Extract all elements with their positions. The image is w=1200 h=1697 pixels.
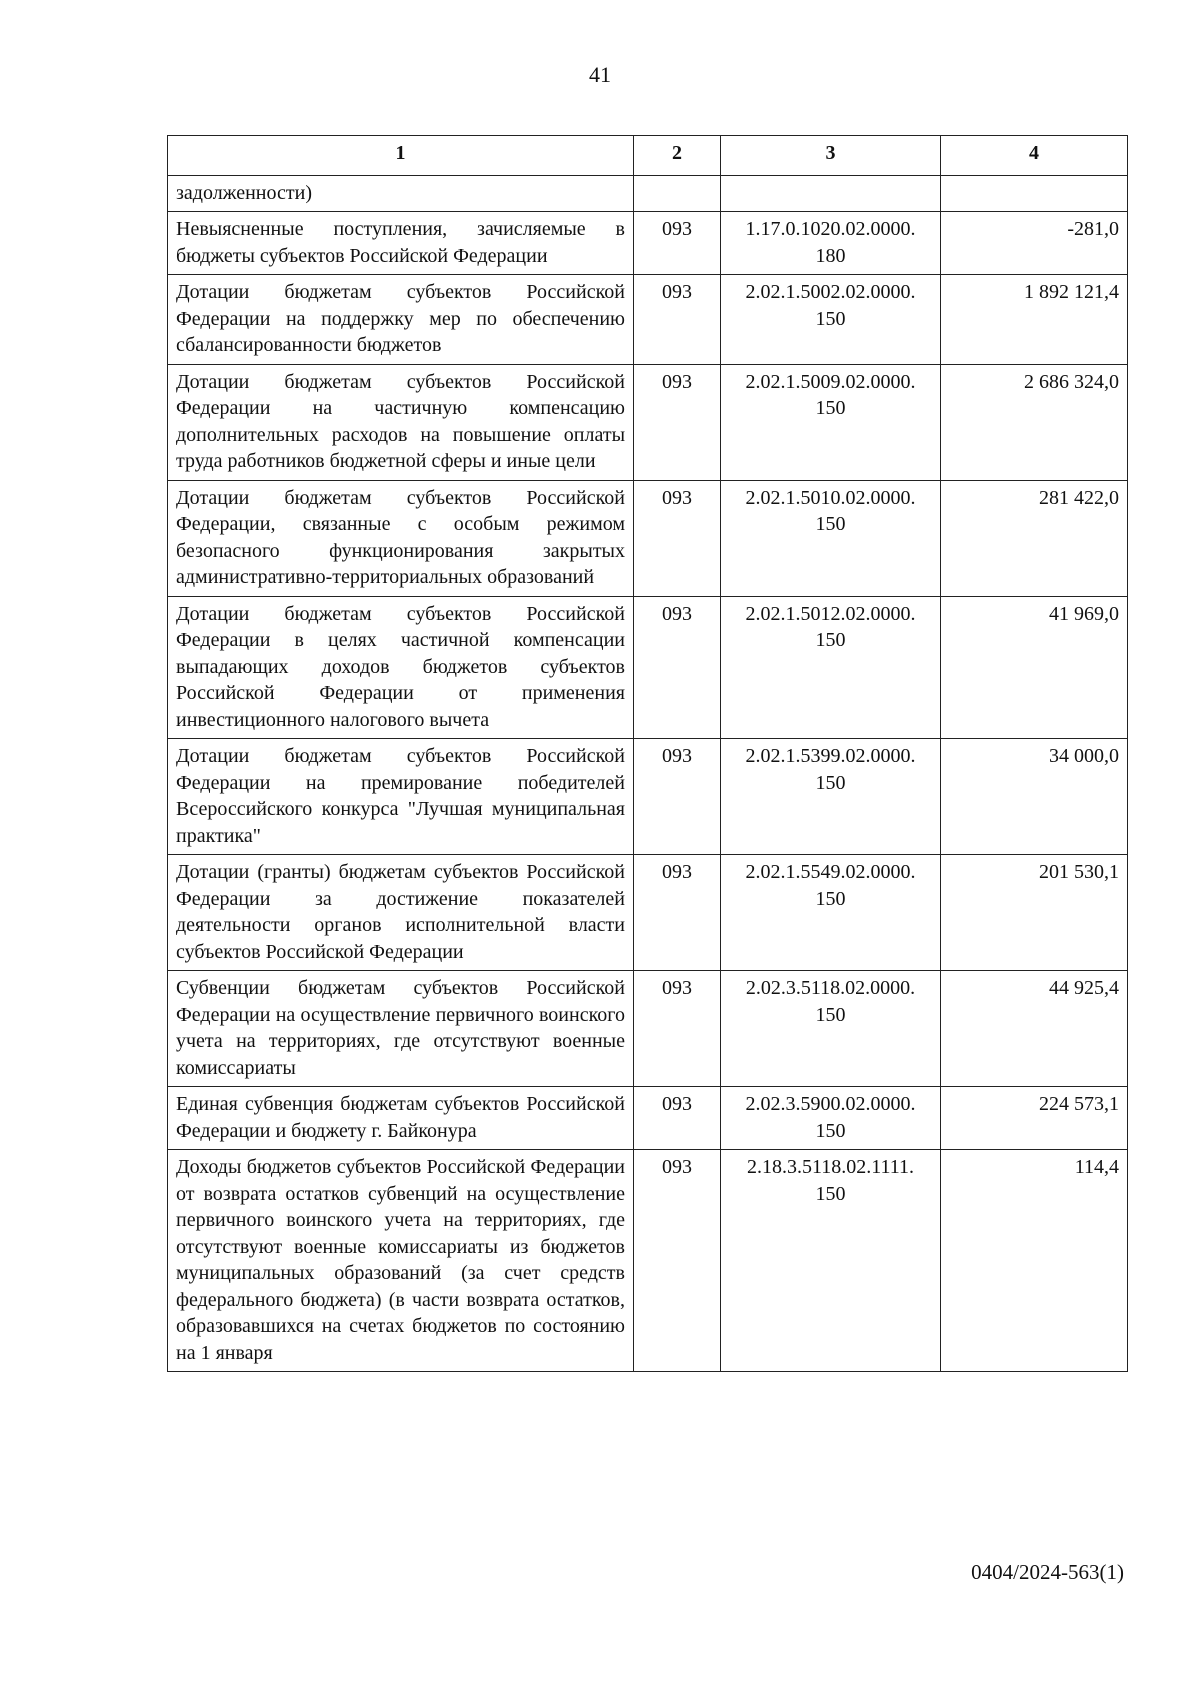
code-part-suffix: 150 [815,397,846,419]
document-id: 0404/2024-563(1) [971,1560,1124,1584]
row-classification-code [721,364,941,480]
row-amount: 1 892 121,4 [941,275,1128,365]
row-description: Дотации бюджетам субъектов Российской Федерации на премирование победителей Всероссийского конкурса "Лучшая муниципальная практика" [168,739,634,855]
row-classification-code [721,275,941,365]
row-description: Субвенции бюджетам субъектов Российской Федерации на осуществление первичного воинского учета на территориях, где отсутствуют военные комиссариаты [168,971,634,1087]
row-description: задолженности) [168,175,634,212]
code-part-suffix: 150 [815,1119,846,1142]
row-classification-code [721,212,941,275]
code-part-suffix: 150 [815,771,846,794]
row-amount: 201 530,1 [941,855,1128,971]
row-amount: 224 573,1 [941,1087,1128,1150]
table-row [168,739,1128,855]
row-description: Дотации бюджетам субъектов Российской Федерации в целях частичной компенсации выпадающих доходов бюджетов субъектов Российской Федерации от применения инвестиционного налогового вычета [168,596,634,739]
row-amount: 2 686 324,0 [941,364,1128,480]
row-admin-code: 093 [634,971,721,1087]
table-header-row [168,136,1128,176]
table-row [168,971,1128,1087]
row-classification-code [721,1087,941,1150]
row-admin-code: 093 [634,855,721,971]
row-description: Дотации бюджетам субъектов Российской Федерации на частичную компенсацию дополнительных расходов на повышение оплаты труда работников бюджетной сферы и иные цели [168,364,634,480]
row-admin-code: 093 [634,1087,721,1150]
code-part-main: 2.02.1.5549.02.0000. [745,861,916,883]
table-row [168,855,1128,971]
table-row [168,480,1128,596]
row-amount: 41 969,0 [941,596,1128,739]
row-classification-code [721,175,941,212]
row-classification-code [721,480,941,596]
row-amount [941,175,1128,212]
row-classification-code [721,739,941,855]
table-row [168,212,1128,275]
row-admin-code: 093 [634,1150,721,1372]
row-amount: 281 422,0 [941,480,1128,596]
row-admin-code: 093 [634,480,721,596]
row-amount: -281,0 [941,212,1128,275]
code-part-main: 2.02.1.5009.02.0000. [745,370,916,393]
table-row [168,596,1128,739]
row-description: Доходы бюджетов субъектов Российской Федерации от возврата остатков субвенций на осуществление первичного воинского учета на территориях, где отсутствуют военные комиссариаты из бюджетов муниципальных образований (за счет средств федерального бюджета) (в части возврата остатков, образовавшихся на счетах бюджетов по состоянию на 1 января [168,1150,634,1372]
row-amount: 34 000,0 [941,739,1128,855]
code-part-main: 2.18.3.5118.02.1111. [746,1156,915,1178]
code-part-main: 2.02.1.5012.02.0000. [745,602,916,625]
code-part-suffix: 180 [815,244,846,267]
row-classification-code [721,855,941,971]
row-amount: 114,4 [941,1150,1128,1372]
code-part-suffix: 150 [815,1182,846,1205]
code-part-suffix: 150 [815,887,846,910]
code-part-main: 2.02.1.5010.02.0000. [745,486,916,509]
page-number: 41 [589,62,611,87]
column-header-2: 2 [634,136,721,176]
row-admin-code: 093 [634,596,721,739]
row-classification-code [721,1150,941,1372]
row-classification-code [721,971,941,1087]
code-part-main: 1.17.0.1020.02.0000. [745,218,916,240]
code-part-suffix: 150 [815,1003,846,1026]
table-row [168,275,1128,365]
row-description: Невыясненные поступления, зачисляемые в бюджеты субъектов Российской Федерации [168,212,634,275]
column-header-3: 3 [721,136,941,176]
code-part-suffix: 150 [815,513,846,535]
row-description: Дотации бюджетам субъектов Российской Федерации на поддержку мер по обеспечению сбалансированности бюджетов [168,275,634,365]
code-part-main: 2.02.1.5002.02.0000. [745,281,916,303]
column-header-1: 1 [168,136,634,176]
table-body [168,175,1128,1372]
code-part-main: 2.02.3.5900.02.0000. [745,1093,916,1115]
table-row [168,175,1128,212]
row-admin-code: 093 [634,739,721,855]
column-header-4: 4 [941,136,1128,176]
row-admin-code: 093 [634,364,721,480]
row-admin-code [634,175,721,212]
code-part-main: 2.02.3.5118.02.0000. [745,977,916,999]
row-classification-code [721,596,941,739]
table-row [168,1150,1128,1372]
row-description: Дотации (гранты) бюджетам субъектов Российской Федерации за достижение показателей деятельности органов исполнительной власти субъектов Российской Федерации [168,855,634,971]
code-part-main: 2.02.1.5399.02.0000. [745,745,916,767]
row-admin-code: 093 [634,212,721,275]
table-row [168,364,1128,480]
budget-revenue-table [167,135,1128,1372]
row-amount: 44 925,4 [941,971,1128,1087]
row-description: Дотации бюджетам субъектов Российской Федерации, связанные с особым режимом безопасного функционирования закрытых административно-территориальных образований [168,480,634,596]
code-part-suffix: 150 [815,307,846,330]
table-row [168,1087,1128,1150]
code-part-suffix: 150 [815,629,846,651]
row-admin-code: 093 [634,275,721,365]
row-description: Единая субвенция бюджетам субъектов Российской Федерации и бюджету г. Байконура [168,1087,634,1150]
